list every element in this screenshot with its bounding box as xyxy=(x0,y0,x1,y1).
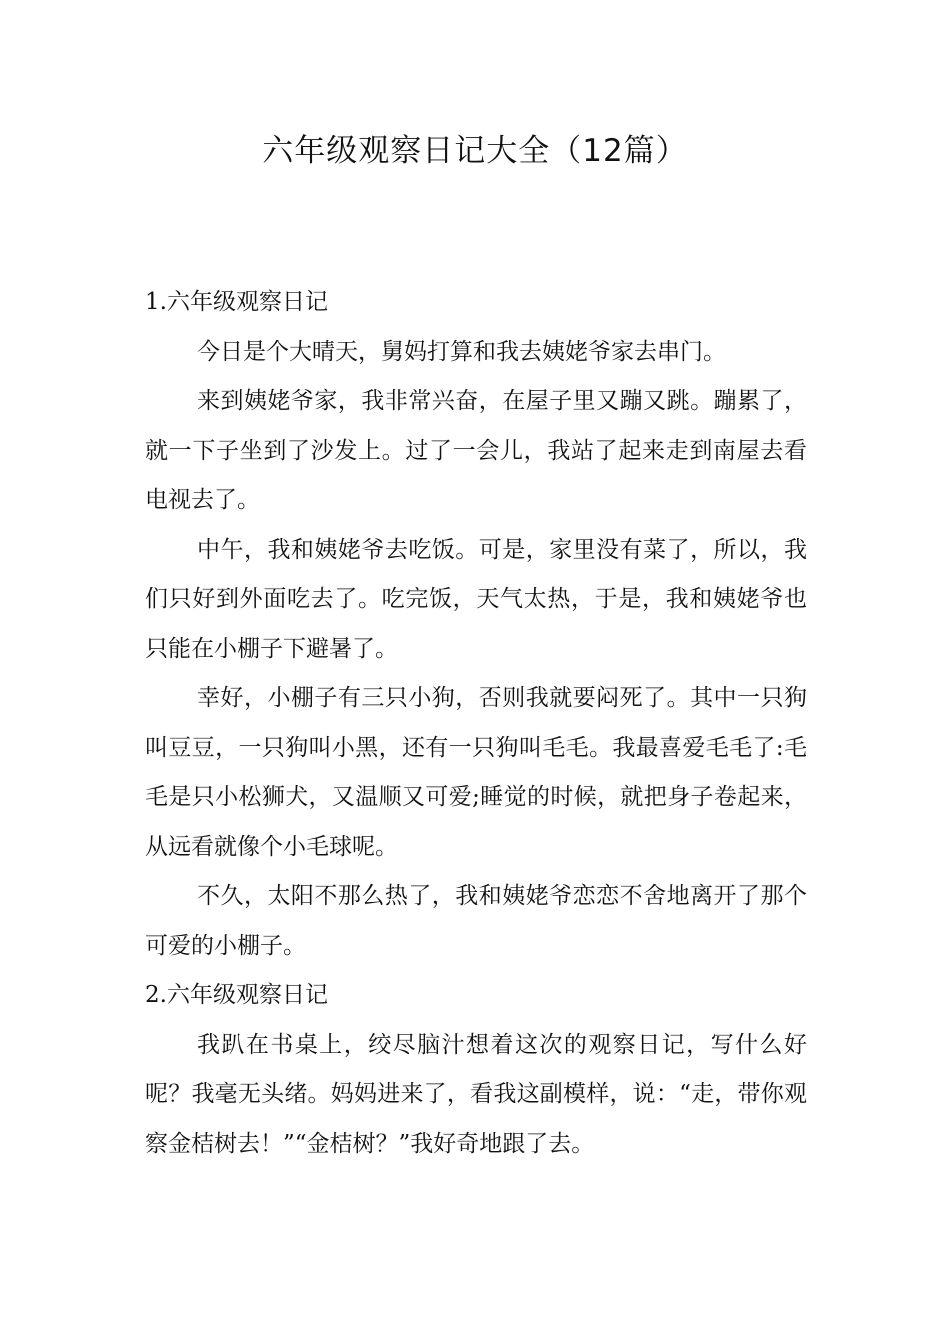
paragraph: 不久，太阳不那么热了，我和姨姥爷恋恋不舍地离开了那个可爱的小棚子。 xyxy=(145,883,807,959)
paragraph: 中午，我和姨姥爷去吃饭。可是，家里没有菜了，所以，我们只好到外面吃去了。吃完饭，天气太热，于是，我和姨姥爷也只能在小棚子下避暑了。 xyxy=(145,536,807,662)
section-2 xyxy=(145,971,807,1169)
paragraph: 幸好，小棚子有三只小狗，否则我就要闷死了。其中一只狗叫豆豆，一只狗叫小黑，还有一只狗叫毛毛。我最喜爱毛毛了:毛毛是只小松狮犬，又温顺又可爱;睡觉的时候，就把身子卷起来，从远看就像个小毛球呢。 xyxy=(145,685,807,860)
paragraph: 我趴在书桌上，绞尽脑汁想着这次的观察日记，写什么好呢？我毫无头绪。妈妈进来了，看我这副模样，说：“走，带你观察金桔树去！”“金桔树？”我好奇地跟了去。 xyxy=(145,1031,807,1157)
paragraph: 来到姨姥爷家，我非常兴奋，在屋子里又蹦又跳。蹦累了，就一下子坐到了沙发上。过了一会儿，我站了起来走到南屋去看电视去了。 xyxy=(145,388,807,513)
paragraph: 今日是个大晴天，舅妈打算和我去姨姥爷家去串门。 xyxy=(197,338,726,365)
section-heading: 1.六年级观察日记 xyxy=(145,289,328,315)
section-heading: 2.六年级观察日记 xyxy=(145,982,328,1008)
document-title: 六年级观察日记大全（12篇） xyxy=(262,133,688,169)
document-body xyxy=(145,278,807,1169)
section-1 xyxy=(145,278,807,971)
